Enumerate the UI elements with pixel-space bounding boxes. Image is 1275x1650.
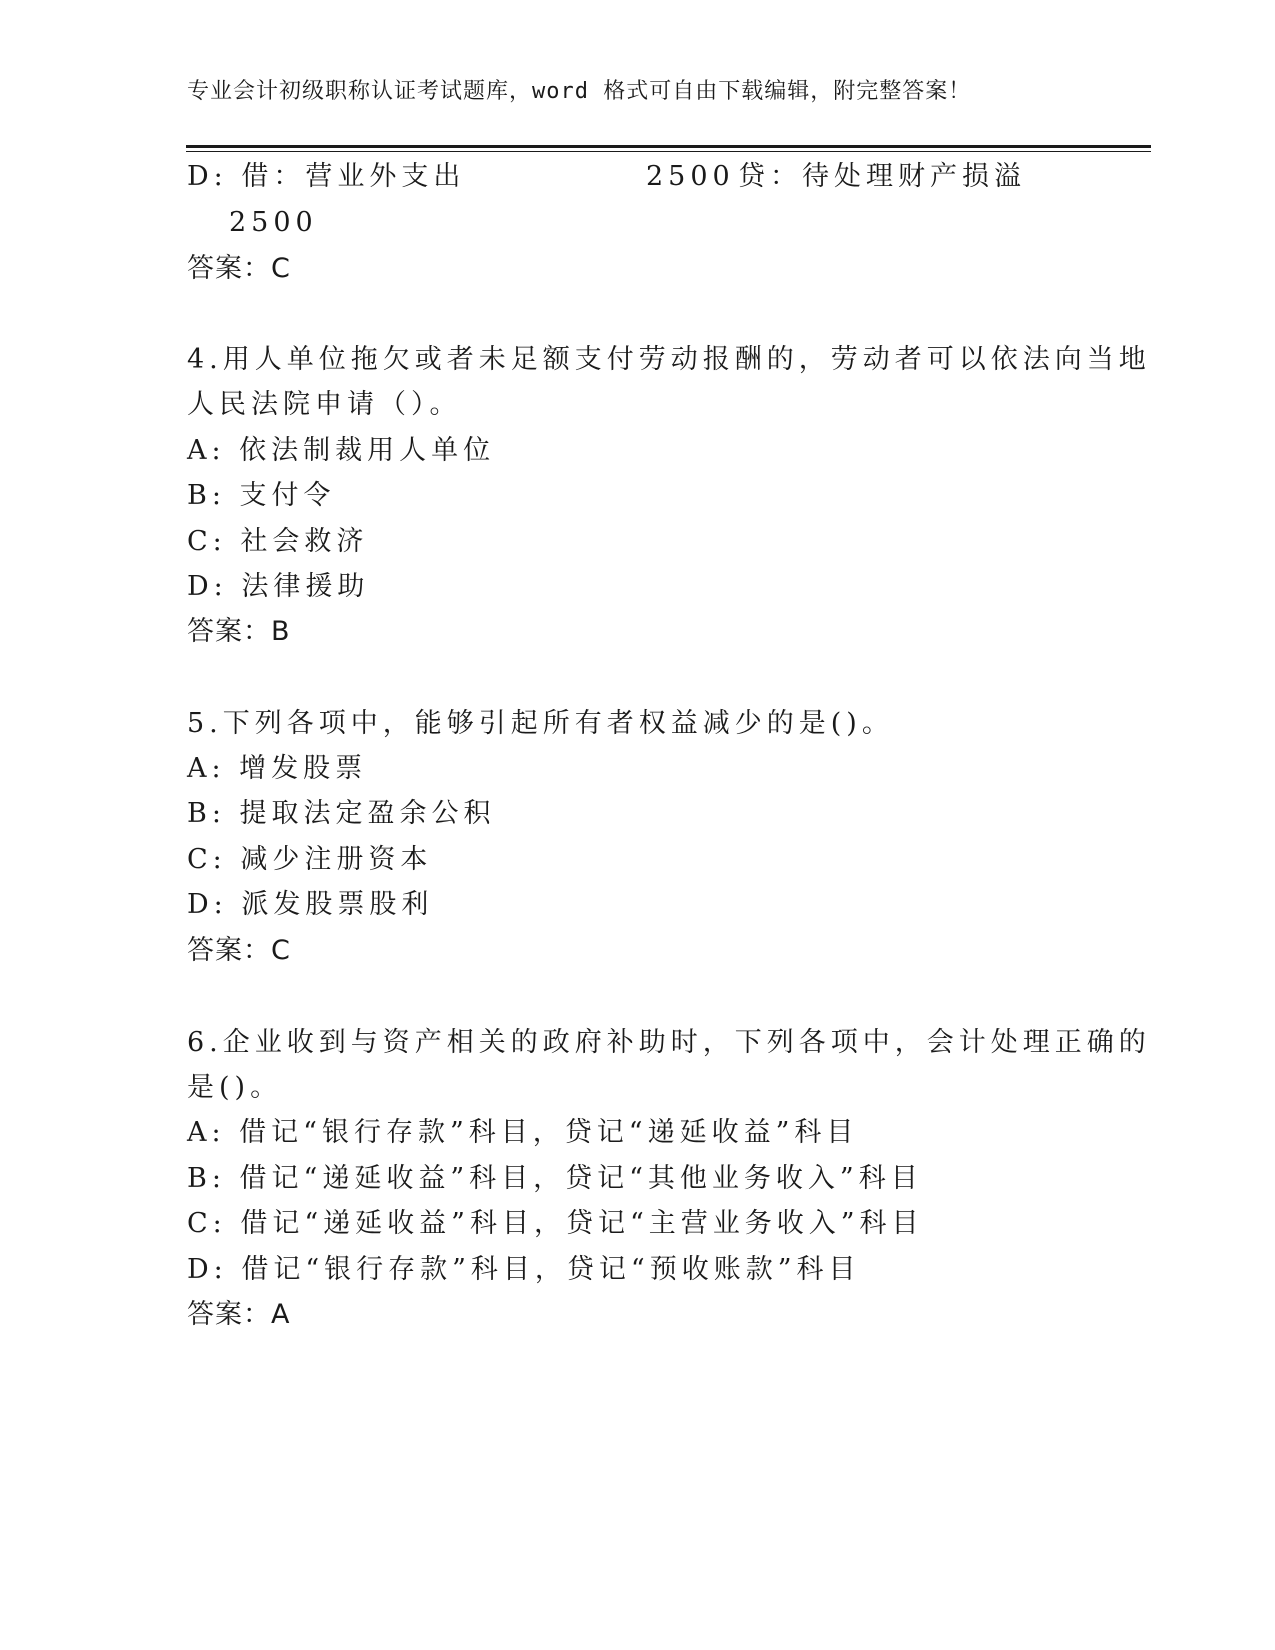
header-rule-thin: [186, 151, 1151, 152]
option-d: D: 法律援助: [187, 571, 370, 602]
question-stem-line: 人民法院申请（）。: [187, 389, 462, 420]
question-stem-line: 4.用人单位拖欠或者未足额支付劳动报酬的，劳动者可以依法向当地: [187, 344, 1151, 375]
option-a: A: 依法制裁用人单位: [187, 435, 496, 466]
option-a: A: 借记“银行存款”科目，贷记“递延收益”科目: [187, 1117, 859, 1148]
answer: 答案：B: [187, 616, 291, 647]
option-c: C: 减少注册资本: [187, 844, 433, 875]
option-d-amount: 2500: [646, 161, 735, 192]
option-d: D: 派发股票股利: [187, 889, 434, 920]
header-rule-thick: [186, 145, 1151, 148]
option-c: C: 社会救济: [187, 526, 369, 557]
option-b: B: 支付令: [187, 480, 336, 511]
option-d-left: D: 借：营业外支出: [187, 161, 466, 192]
question-stem-line: 5.下列各项中，能够引起所有者权益减少的是()。: [187, 708, 894, 739]
option-d-right: 贷：待处理财产损溢: [738, 161, 1026, 192]
option-c: C: 借记“递延收益”科目，贷记“主营业务收入”科目: [187, 1208, 924, 1239]
option-a: A: 增发股票: [187, 753, 368, 784]
option-b: B: 借记“递延收益”科目，贷记“其他业务收入”科目: [187, 1163, 923, 1194]
option-d-amount-2: 2500: [229, 207, 318, 238]
header-text: 专业会计初级职称认证考试题库，word 格式可自由下载编辑，附完整答案！: [187, 79, 972, 104]
answer: 答案：A: [187, 1299, 291, 1330]
option-d: D: 借记“银行存款”科目，贷记“预收账款”科目: [187, 1254, 861, 1285]
option-b: B: 提取法定盈余公积: [187, 798, 496, 829]
answer: 答案：C: [187, 935, 291, 966]
question-stem-line: 6.企业收到与资产相关的政府补助时，下列各项中，会计处理正确的: [187, 1027, 1151, 1058]
answer: 答案：C: [187, 253, 291, 284]
question-stem-line: 是()。: [187, 1072, 283, 1103]
